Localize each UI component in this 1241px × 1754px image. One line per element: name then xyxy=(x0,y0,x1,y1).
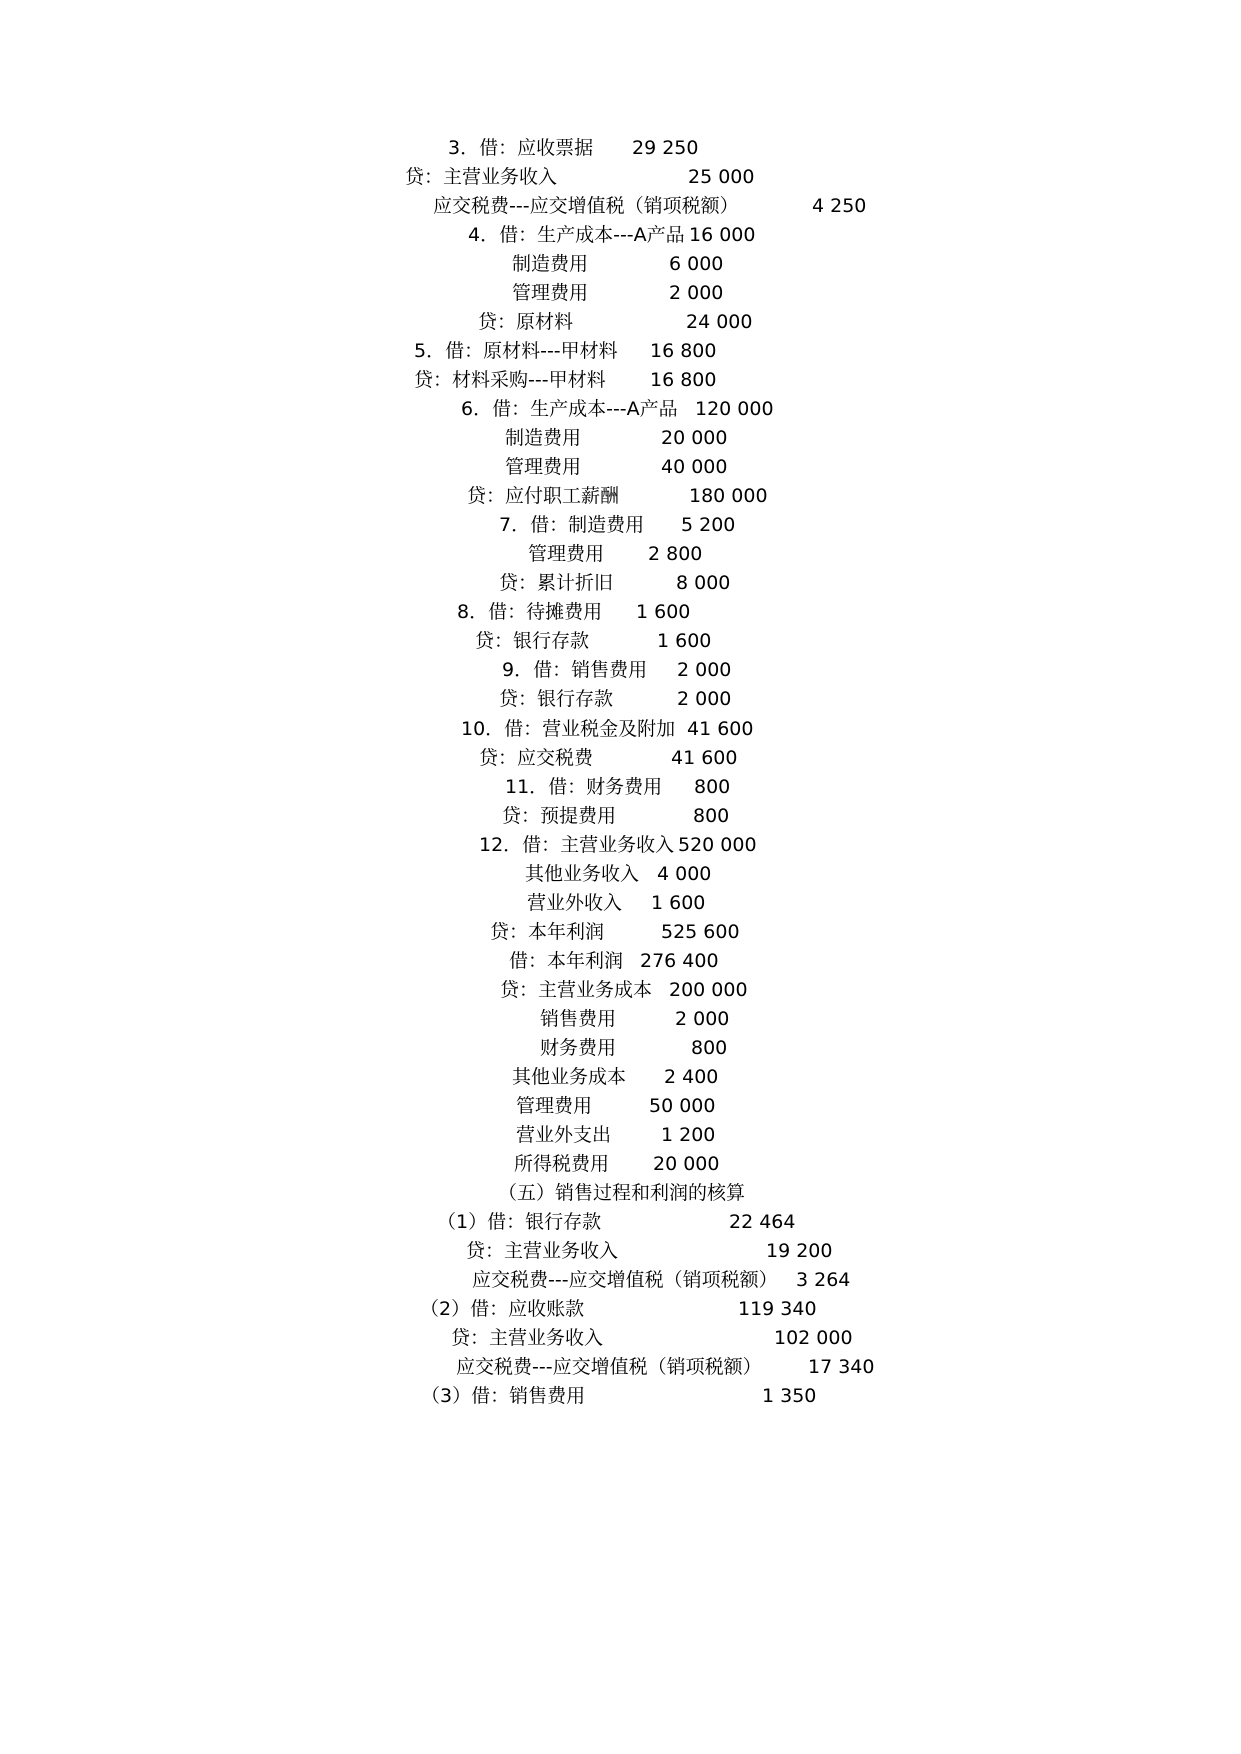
entry-amount: 2 000 xyxy=(675,1008,730,1030)
entry-amount: 25 000 xyxy=(688,166,755,188)
entry-label: 贷：原材料 xyxy=(478,311,574,333)
entry-amount: 20 000 xyxy=(661,427,728,449)
entry-label: 贷：主营业务收入 xyxy=(451,1327,604,1349)
entry-amount: 1 350 xyxy=(762,1385,817,1407)
entry-amount: 4 000 xyxy=(657,863,712,885)
journal-entry-line xyxy=(512,277,724,309)
journal-entry-line xyxy=(499,509,736,541)
entry-amount: 40 000 xyxy=(661,456,728,478)
entry-amount: 20 000 xyxy=(653,1153,720,1175)
entry-label: （五）销售过程和利润的核算 xyxy=(498,1182,746,1204)
entry-label: 管理费用 xyxy=(516,1095,593,1117)
entry-amount: 24 000 xyxy=(686,311,753,333)
entry-label: 应交税费---应交增值税（销项税额） xyxy=(456,1356,762,1378)
entry-label: 贷：预提费用 xyxy=(502,805,617,827)
entry-amount: 1 600 xyxy=(657,630,712,652)
entry-label: 制造费用 xyxy=(512,253,589,275)
journal-entry-line xyxy=(498,1177,745,1209)
journal-entry-line xyxy=(467,480,768,512)
entry-amount: 2 000 xyxy=(669,282,724,304)
entry-amount: 180 000 xyxy=(689,485,768,507)
entry-amount: 800 xyxy=(694,776,731,798)
entry-amount: 22 464 xyxy=(729,1211,796,1233)
entry-label: 贷：累计折旧 xyxy=(499,572,614,594)
entry-amount: 17 340 xyxy=(808,1356,875,1378)
entry-amount: 800 xyxy=(693,805,730,827)
journal-entry-line xyxy=(512,248,724,280)
entry-label: 6．借：生产成本---A产品 xyxy=(461,398,678,420)
journal-entry-line xyxy=(509,945,719,977)
journal-entry-line xyxy=(505,451,728,483)
entry-label: 管理费用 xyxy=(512,282,589,304)
journal-entry-line xyxy=(490,916,740,948)
entry-amount: 800 xyxy=(691,1037,728,1059)
entry-amount: 5 200 xyxy=(681,514,736,536)
journal-entry-line xyxy=(478,306,753,338)
entry-label: 贷：主营业务收入 xyxy=(405,166,558,188)
entry-label: 12．借：主营业务收入 xyxy=(479,834,675,856)
entry-amount: 16 800 xyxy=(650,340,717,362)
journal-entry-line xyxy=(514,1148,720,1180)
entry-label: 其他业务收入 xyxy=(525,863,640,885)
entry-label: 所得税费用 xyxy=(514,1153,610,1175)
entry-label: 7．借：制造费用 xyxy=(499,514,645,536)
entry-label: （1）借：银行存款 xyxy=(437,1211,602,1233)
entry-label: （3）借：销售费用 xyxy=(421,1385,586,1407)
entry-amount: 276 400 xyxy=(640,950,719,972)
entry-label: 贷：材料采购---甲材料 xyxy=(414,369,606,391)
entry-amount: 3 264 xyxy=(796,1269,851,1291)
journal-entry-line xyxy=(502,654,732,686)
entry-amount: 2 800 xyxy=(648,543,703,565)
entry-amount: 2 400 xyxy=(664,1066,719,1088)
journal-entry-line xyxy=(472,1264,851,1296)
entry-label: 贷：银行存款 xyxy=(475,630,590,652)
entry-label: 贷：主营业务收入 xyxy=(466,1240,619,1262)
journal-entry-line xyxy=(451,1322,853,1354)
journal-entry-line xyxy=(540,1032,728,1064)
entry-amount: 119 340 xyxy=(738,1298,817,1320)
journal-entry-line xyxy=(433,190,867,222)
entry-amount: 2 000 xyxy=(677,659,732,681)
entry-amount: 520 000 xyxy=(678,834,757,856)
entry-label: 制造费用 xyxy=(505,427,582,449)
journal-entry-line xyxy=(437,1206,796,1238)
journal-entry-line xyxy=(516,1090,716,1122)
journal-entry-line xyxy=(466,1235,833,1267)
entry-label: 营业外支出 xyxy=(516,1124,612,1146)
journal-entry-line xyxy=(421,1380,817,1412)
entry-amount: 19 200 xyxy=(766,1240,833,1262)
journal-entry-line xyxy=(405,161,755,193)
entry-label: 销售费用 xyxy=(540,1008,617,1030)
journal-entry-line xyxy=(461,393,774,425)
entry-label: 贷：应交税费 xyxy=(479,747,594,769)
journal-entry-line xyxy=(505,771,731,803)
entry-amount: 1 600 xyxy=(636,601,691,623)
journal-entry-line xyxy=(528,538,703,570)
journal-entry-line xyxy=(479,742,738,774)
entry-label: 财务费用 xyxy=(540,1037,617,1059)
entry-amount: 41 600 xyxy=(671,747,738,769)
entry-label: （2）借：应收账款 xyxy=(420,1298,585,1320)
journal-entry-line xyxy=(448,132,699,164)
entry-amount: 525 600 xyxy=(661,921,740,943)
entry-amount: 120 000 xyxy=(695,398,774,420)
journal-entry-line xyxy=(475,625,712,657)
entry-label: 11．借：财务费用 xyxy=(505,776,663,798)
entry-label: 应交税费---应交增值税（销项税额） xyxy=(472,1269,778,1291)
entry-label: 5．借：原材料---甲材料 xyxy=(414,340,618,362)
entry-amount: 6 000 xyxy=(669,253,724,275)
journal-entry-line xyxy=(516,1119,716,1151)
journal-entry-line xyxy=(500,974,748,1006)
entry-amount: 8 000 xyxy=(676,572,731,594)
journal-entry-line xyxy=(414,335,717,367)
journal-entry-line xyxy=(420,1293,817,1325)
entry-label: 贷：银行存款 xyxy=(499,688,614,710)
journal-entry-line xyxy=(505,422,728,454)
entry-label: 9．借：销售费用 xyxy=(502,659,648,681)
entry-amount: 4 250 xyxy=(812,195,867,217)
entry-label: 贷：主营业务成本 xyxy=(500,979,653,1001)
entry-label: 10．借：营业税金及附加 xyxy=(461,718,676,740)
entry-amount: 1 200 xyxy=(661,1124,716,1146)
entry-label: 借：本年利润 xyxy=(509,950,624,972)
journal-entry-line xyxy=(540,1003,730,1035)
journal-entry-line xyxy=(461,713,754,745)
journal-entry-line xyxy=(527,887,706,919)
journal-entry-line xyxy=(502,800,730,832)
entry-amount: 50 000 xyxy=(649,1095,716,1117)
journal-entry-line xyxy=(468,219,756,251)
entry-amount: 2 000 xyxy=(677,688,732,710)
entry-label: 3．借：应收票据 xyxy=(448,137,594,159)
entry-amount: 1 600 xyxy=(651,892,706,914)
entry-label: 营业外收入 xyxy=(527,892,623,914)
journal-entry-line xyxy=(414,364,717,396)
entry-amount: 29 250 xyxy=(632,137,699,159)
journal-entry-line xyxy=(456,1351,875,1383)
entry-amount: 16 800 xyxy=(650,369,717,391)
entry-label: 管理费用 xyxy=(505,456,582,478)
entry-label: 贷：应付职工薪酬 xyxy=(467,485,620,507)
entry-label: 4．借：生产成本---A产品 xyxy=(468,224,685,246)
journal-entry-line xyxy=(499,683,732,715)
journal-entry-line xyxy=(525,858,712,890)
entry-label: 管理费用 xyxy=(528,543,605,565)
journal-entry-line xyxy=(479,829,757,861)
entry-label: 8．借：待摊费用 xyxy=(457,601,603,623)
entry-label: 贷：本年利润 xyxy=(490,921,605,943)
entry-amount: 16 000 xyxy=(689,224,756,246)
entry-label: 其他业务成本 xyxy=(512,1066,627,1088)
entry-amount: 200 000 xyxy=(669,979,748,1001)
entry-label: 应交税费---应交增值税（销项税额） xyxy=(433,195,739,217)
journal-entry-line xyxy=(512,1061,719,1093)
entry-amount: 41 600 xyxy=(687,718,754,740)
journal-entry-line xyxy=(499,567,731,599)
journal-entry-line xyxy=(457,596,691,628)
entry-amount: 102 000 xyxy=(774,1327,853,1349)
